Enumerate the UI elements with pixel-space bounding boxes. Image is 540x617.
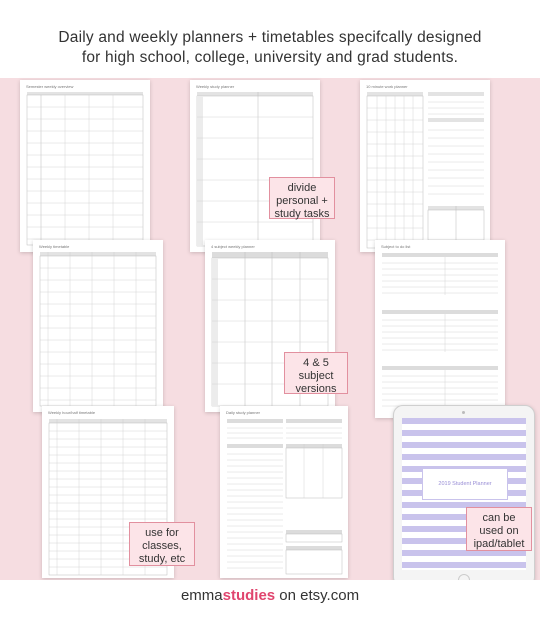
callout-line: divide <box>287 182 317 194</box>
semester-grid <box>20 80 150 252</box>
header-line-1: Daily and weekly planners + timetables specifcally designed <box>58 29 482 46</box>
callout-line: used on <box>479 525 519 537</box>
callout-use-for <box>129 522 195 566</box>
weekly-timetable-grid <box>33 240 163 412</box>
callout-ipad <box>466 507 532 551</box>
subject-todo-grid <box>375 240 505 418</box>
planner-card-semester <box>20 80 150 252</box>
planner-card-weekly-timetable <box>33 240 163 412</box>
planner-card-10-minute <box>360 80 490 252</box>
callout-line: study, etc <box>138 553 186 565</box>
callout-divide-tasks <box>269 177 335 219</box>
ten-minute-grid <box>360 80 490 252</box>
card-title: Semester weekly overview <box>26 84 74 89</box>
header-line-2: for high school, college, university and grad students. <box>81 49 459 66</box>
footer-brand-prefix: emma <box>180 587 223 604</box>
daily-study-grid <box>220 406 348 578</box>
callout-line: study tasks <box>274 208 330 220</box>
ipad-screen-title: 2019 Student Planner <box>422 468 508 500</box>
footer-banner <box>0 580 540 617</box>
card-title: 4 subject weekly planner <box>211 244 255 249</box>
planner-card-daily-study <box>220 406 348 578</box>
ipad-device <box>393 405 535 587</box>
card-title: Weekly timetable <box>39 244 70 249</box>
header-banner <box>0 0 540 78</box>
card-title: 10 minute work planner <box>366 84 408 89</box>
callout-line: subject <box>298 370 334 382</box>
planner-card-weekly-study <box>190 80 320 252</box>
card-title: Weekly study planner <box>196 84 235 89</box>
callout-line: can be <box>482 512 516 524</box>
planner-card-subject-todo <box>375 240 505 418</box>
callout-line: 4 & 5 <box>303 357 329 369</box>
camera-icon <box>462 411 465 414</box>
callout-line: classes, <box>142 540 182 552</box>
card-title: Weekly hour/half timetable <box>48 410 96 415</box>
footer-brand-bold: studies <box>222 587 276 604</box>
callout-subject-versions <box>284 352 348 394</box>
card-title: Subject to do list <box>381 244 411 249</box>
footer-suffix: on etsy.com <box>275 587 360 604</box>
card-title: Daily study planner <box>226 410 261 415</box>
callout-line: use for <box>145 527 179 539</box>
weekly-study-grid <box>190 80 320 252</box>
callout-line: ipad/tablet <box>473 538 525 550</box>
callout-line: personal + <box>276 195 328 207</box>
callout-line: versions <box>295 383 337 395</box>
